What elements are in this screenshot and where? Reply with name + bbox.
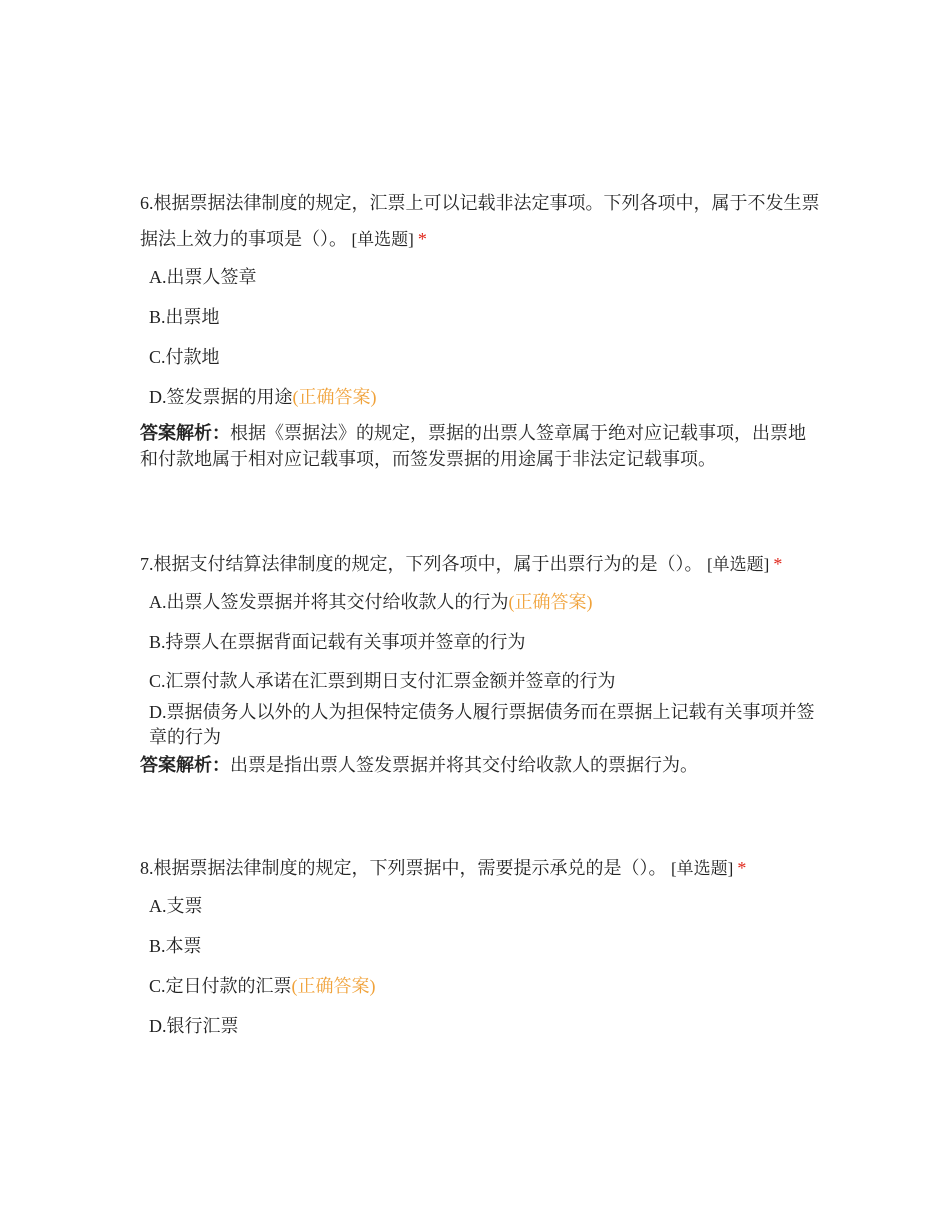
option-a[interactable]: [140, 893, 820, 919]
analysis-label: 答案解析：: [140, 423, 230, 443]
analysis-label: 答案解析：: [140, 755, 230, 775]
spacer: [140, 472, 820, 546]
option-d[interactable]: [140, 700, 820, 750]
answer-analysis: [140, 752, 820, 778]
question-type: [单选题]: [351, 230, 414, 249]
question-title: [140, 546, 820, 583]
answer-analysis: [140, 420, 820, 472]
quiz-page: [140, 185, 820, 1053]
required-marker: *: [773, 554, 783, 574]
option-text: B.出票地: [149, 307, 220, 327]
option-text: C.付款地: [149, 347, 220, 367]
required-marker: *: [417, 229, 427, 249]
analysis-text: 出票是指出票人签发票据并将其交付给收款人的票据行为。: [230, 755, 698, 775]
option-text: B.本票: [149, 936, 202, 956]
question-text: 8.根据票据法律制度的规定，下列票据中，需要提示承兑的是（）。: [140, 858, 667, 878]
spacer: [140, 778, 820, 850]
option-text: B.持票人在票据背面记载有关事项并签章的行为: [149, 632, 526, 652]
question-text: 7.根据支付结算法律制度的规定，下列各项中，属于出票行为的是（）。: [140, 554, 703, 574]
option-c[interactable]: [140, 669, 820, 694]
question-text: 6.根据票据法律制度的规定，汇票上可以记载非法定事项。下列各项中，属于不发生票据法上效力的事项是（）。: [140, 193, 820, 249]
correct-answer-tag: (正确答案): [292, 387, 377, 407]
question-8: [140, 850, 820, 1039]
required-marker: *: [737, 858, 747, 878]
question-type: [单选题]: [707, 555, 770, 574]
option-text: D.签发票据的用途: [149, 387, 293, 407]
question-6: [140, 185, 820, 472]
question-type: [单选题]: [671, 859, 734, 878]
option-text: A.支票: [149, 896, 203, 916]
analysis-text: 根据《票据法》的规定，票据的出票人签章属于绝对应记载事项，出票地和付款地属于相对应记载事项，而签发票据的用途属于非法定记载事项。: [140, 423, 806, 469]
option-text: D.银行汇票: [149, 1016, 239, 1036]
question-title: [140, 850, 820, 887]
option-a[interactable]: [140, 264, 820, 290]
options-list: [140, 893, 820, 1039]
question-title: [140, 185, 820, 258]
question-7: [140, 546, 820, 778]
correct-answer-tag: (正确答案): [291, 976, 376, 996]
options-list: [140, 264, 820, 410]
options-list: [140, 589, 820, 750]
correct-answer-tag: (正确答案): [508, 592, 593, 612]
option-text: A.出票人签章: [149, 267, 257, 287]
option-text: C.汇票付款人承诺在汇票到期日支付汇票金额并签章的行为: [149, 671, 616, 691]
option-a[interactable]: [140, 589, 820, 615]
option-text: A.出票人签发票据并将其交付给收款人的行为: [149, 592, 509, 612]
option-text: D.票据债务人以外的人为担保特定债务人履行票据债务而在票据上记载有关事项并签章的行为: [149, 702, 815, 747]
option-d[interactable]: [140, 384, 820, 410]
option-text: C.定日付款的汇票: [149, 976, 292, 996]
option-b[interactable]: [140, 933, 820, 959]
option-c[interactable]: [140, 344, 820, 370]
option-b[interactable]: [140, 304, 820, 330]
option-d[interactable]: [140, 1013, 820, 1039]
option-b[interactable]: [140, 629, 820, 655]
option-c[interactable]: [140, 973, 820, 999]
